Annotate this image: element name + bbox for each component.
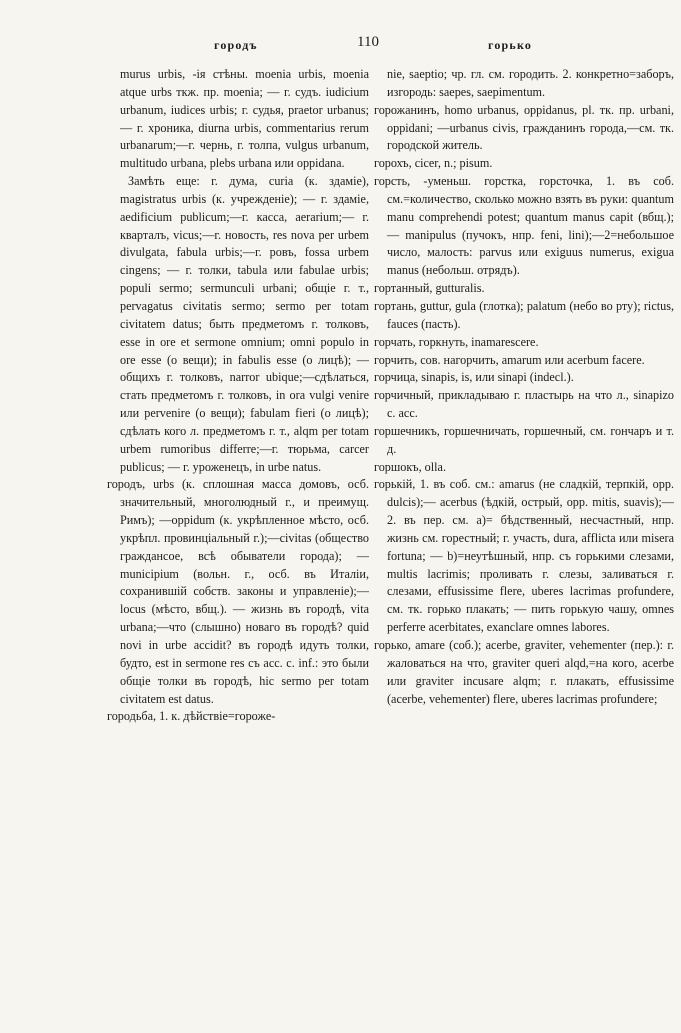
dictionary-entry: горсть, -уменьш. горстка, горсточка, 1. въ соб. см.=количество, сколько можно взять въ руки: quantum manu comprehendi potest; quantum manus capit (вбщ.); — manipulus (пучокъ, нпр. feni, lini);—2=небольшое число, малость: parvus или exiguus numerus, exigua manus (небольш. отрядъ). <box>374 174 674 278</box>
right-running-headword: горько <box>488 38 533 52</box>
dictionary-entry: горшечникъ, горшечничать, горшечный, см. гончаръ и т. д. <box>374 423 674 456</box>
dictionary-entry: горохъ, cicer, n.; pisum. <box>374 156 493 171</box>
dictionary-entry: городъ, urbs (к. сплошная масса домовъ, осб. значительный, многолюдный г., и преимущ. Римъ); —oppidum (к. укрѣпленное мѣсто, осб. укрѣпл. провинціальный г.);—civitas (общество граждансое, всѣ обыватели города); —municipium (вольн. г., осб. въ Италіи, сохранившій собств. законы и управленіе);—locus (мѣсто, вбщ.). — жизнь въ городѣ, vita urbana;—что (слышно) новаго въ городѣ? quid novi in urbe accidit? въ городѣ идуть толки, будто, est in sermone res съ acc. c. inf.: это были общіе толки въ городѣ, hic sermo per totam civitatem est datus. <box>107 477 369 706</box>
dictionary-entry: гортань, guttur, gula (глотка); palatum (небо во рту); rictus, fauces (пасть). <box>374 298 674 331</box>
page-number: 110 <box>357 34 379 50</box>
dictionary-entry: горожанинъ, homo urbanus, oppidanus, pl. тк. пр. urbani, oppidani; —urbanus civis, гражданинъ города,—см. тк. городской житель. <box>374 102 674 153</box>
right-column <box>374 66 674 1026</box>
dictionary-entry: горчить, сов. нагорчить, amarum или acerbum facere. <box>374 352 645 367</box>
dictionary-entry: горько, amare (соб.); acerbe, graviter, vehementer (пер.): г. жаловаться на что, graviter queri alqd,=на кого, acerbe или graviter incusare alqm; г. плакать, effusissime (acerbe, vehementer) flere, uberes lacrimas profundere; <box>374 638 674 706</box>
dictionary-entry: гортанный, gutturalis. <box>374 281 485 296</box>
dictionary-entry: городьба, 1. к. дѣйствіе=горожe- <box>107 709 276 724</box>
left-column <box>107 66 369 1026</box>
dictionary-entry: горчать, горкнуть, inamarescere. <box>374 334 539 349</box>
entry-continuation: murus urbis, -ія стѣны. moenia urbis, moenia atque urbs ткж. пр. moenia; — г. судъ. iudicium urbanum, iudices urbis; г. судья, praetor urbanus; — г. хроника, diurna urbis, commentarius rerum urbanarum;—г. чернь, г. толпа, vulgus urbanum, multitudo urbana, plebs urbana или oppidana. <box>120 67 369 171</box>
dictionary-entry: горшокъ, olla. <box>374 459 446 474</box>
entry-note: Замѣть еще: г. дума, curia (к. здаміе), magistratus urbis (к. учрежденіе); — г. здаміе, aedificium publicum;—г. касса, aerarium;— г. кварталъ, vicus;—г. новость, res nova per urbem divulgata, fabula urbis;—г. ровъ, fossa urbem cingens; — г. толки, tabula или fabulae urbis; populi sermo; sermunculi urbani; общіе г. т., pervagatus civitatis sermo; sermo per totam civitatem datus; быть предметомъ г. толковъ, esse in ore et sermone omnium; omni populo in ore esse (о вещи); in fabulis esse (о лицѣ); — общихъ г. толковъ, narror ubique;—сдѣлаться, стать предметомъ г. толковъ, in ora vulgi venire или pervenire (о вещи); fabulam fieri (о лицѣ); сдѣлать кого л. предметомъ г. т., alqm per totam urbem rumoribus differre;—г. тюрьма, carcer publicus; — г. уроженецъ, in urbe natus. <box>120 174 369 474</box>
dictionary-entry: горчица, sinapis, is, или sinapi (indecl.). <box>374 370 574 385</box>
page-header <box>0 34 681 56</box>
dictionary-entry: горькій, 1. въ соб. см.: amarus (не сладкій, терпкій, opp. dulcis);— acerbus (ѣдкій, острый, opp. mitis, suavis);—2. въ пер. см. a)= бѣдственный, несчастный, нпр. жизнь см. горестный; г. участь, dura, afflicta или misera fortuna; — b)=неутѣшный, нпр. съ горькими слезами, multis lacrimis; проливать г. слезы, заливаться г. слезами, effusissime flere, uberes lacrimas profundere, см. тк. горько плакать; — пить горькую чашу, omnes perferre acerbitates, exanclare omnes labores. <box>374 477 674 635</box>
dictionary-entry: горчичный, прикладываю г. пластырь на что л., sinapizo c. acc. <box>374 388 674 421</box>
left-running-headword: городъ <box>214 38 258 52</box>
entry-continuation: nie, saeptio; чр. гл. см. городить. 2. конкретно=заборъ, изгородь: saepes, saepimentum. <box>387 67 674 99</box>
